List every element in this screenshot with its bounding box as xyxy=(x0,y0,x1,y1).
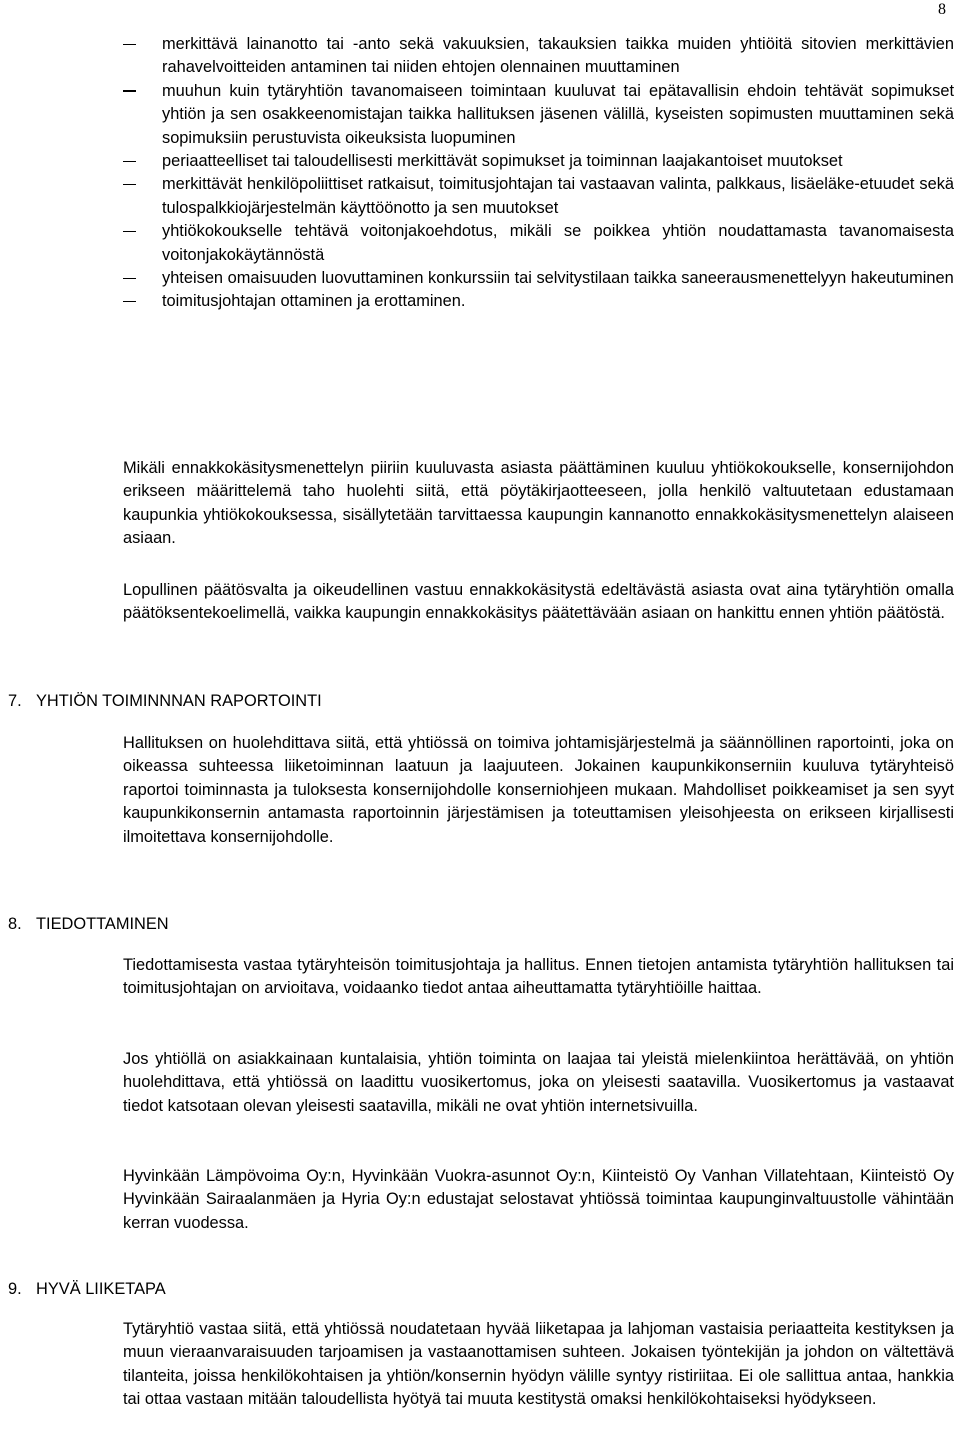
list-item xyxy=(0,150,960,173)
dash-bullet-icon xyxy=(123,278,136,279)
dash-bullet-icon xyxy=(123,44,136,45)
section-heading-7 xyxy=(8,690,322,713)
section-title: TIEDOTTAMINEN xyxy=(36,915,169,933)
dash-bullet-icon xyxy=(123,301,136,302)
section-title: YHTIÖN TOIMINNNAN RAPORTOINTI xyxy=(36,692,322,710)
list-item xyxy=(0,220,960,267)
dash-bullet-icon xyxy=(123,161,136,162)
list-item xyxy=(0,173,960,220)
list-item-text: muuhun kuin tytäryhtiön tavanomaiseen toimintaan kuuluvat tai epätavallisin ehdoin tehtävät sopimukset yhtiön ja sen osakkeenomistajan taikka hallituksen jäsenen välillä, kyseisten sopimusten muuttaminen sekä sopimuksiin perustuvista oikeuksista luopuminen xyxy=(162,81,954,147)
section-number: 9. xyxy=(8,1280,22,1298)
paragraph-shareholder-meeting: Mikäli ennakkokäsitysmenettelyn piiriin kuuluvasta asiasta päättäminen kuuluu yhtiökokoukselle, konsernijohdon erikseen määrittelemä taho huolehti siitä, että pöytäkirjaotteeseen, jolla henkilö valtuutetaan edustamaan kaupunkia yhtiökokouksessa, sisällytetään tarvittaessa kaupungin kannanotto ennakkokäsitysmenettelyn alaiseen asiaan. xyxy=(123,459,954,548)
decision-items-list xyxy=(0,33,960,314)
section-number: 8. xyxy=(8,915,22,933)
paragraph-final-authority: Lopullinen päätösvalta ja oikeudellinen vastuu ennakkokäsitystä edeltävästä asiasta ovat aina tytäryhtiön omalla päätöksentekoelimellä, vaikka kaupungin ennakkokäsitys päätettävään asiaan on hankittu ennen yhtiön päätöstä. xyxy=(123,581,954,623)
list-item xyxy=(0,267,960,290)
list-item xyxy=(0,80,960,150)
section-heading-9 xyxy=(8,1278,166,1301)
list-item-text: yhteisen omaisuuden luovuttaminen konkurssiin tai selvitystilaan taikka saneerausmenettelyyn hakeutuminen xyxy=(162,269,954,288)
paragraph-business-practice: Tytäryhtiö vastaa siitä, että yhtiössä noudatetaan hyvää liiketapaa ja lahjoman vastaisia periaatteita kestityksen ja muun vieraanvaraisuuden tarjoamisen ja vastaanottamisen suhteen. Jokaisen työntekijän ja johdon on vältettävä tilanteita, joissa henkilökohtaisen ja yhtiön/konsernin hyödyn välille syntyy ristiriitaa. Ei ole sallittua antaa, hankkia tai ottaa vastaan mitään taloudellista hyötyä tai muuta kestitystä omaksi henkilökohtaiseksi hyödykseen. xyxy=(123,1320,954,1409)
list-item-text: periaatteelliset tai taloudellisesti merkittävät sopimukset ja toiminnan laajakantoiset muutokset xyxy=(162,152,843,171)
list-item-text: merkittävä lainanotto tai -anto sekä vakuuksien, takauksien taikka muiden yhtiöitä sitovien merkittävien rahavelvoitteiden antaminen tai niiden ehtojen olennainen muuttaminen xyxy=(162,35,954,77)
page-number: 8 xyxy=(938,1,946,18)
paragraph-annual-report: Jos yhtiöllä on asiakkainaan kuntalaisia, yhtiön toiminta on laajaa tai yleistä mielenkiintoa herättävää, on yhtiön huolehdittava, että yhtiössä on laadittu vuosikertomus, joka on yleisesti saatavilla. Vuosikertomus ja vastaavat tiedot katsotaan olevan yleisesti saatavilla, mikäli ne ovat yhtiön internetsivuilla. xyxy=(123,1050,954,1115)
list-item-text: yhtiökokoukselle tehtävä voitonjakoehdotus, mikäli se poikkea yhtiön noudattamasta tavanomaisesta voitonjakokäytännöstä xyxy=(162,222,954,264)
section-heading-8 xyxy=(8,913,169,936)
paragraph-company-representatives: Hyvinkään Lämpövoima Oy:n, Hyvinkään Vuokra-asunnot Oy:n, Kiinteistö Oy Vanhan Villatehtaan, Kiinteistö Oy Hyvinkään Sairaalanmäen ja Hyria Oy:n edustajat selostavat yhtiössä toimintaa kaupunginvaltuustolle vähintään kerran vuodessa. xyxy=(123,1167,954,1232)
list-item-text: merkittävät henkilöpoliittiset ratkaisut, toimitusjohtajan tai vastaavan valinta, palkkaus, lisäeläke-etuudet sekä tulospalkkiojärjestelmän käyttöönotto ja sen muutokset xyxy=(162,175,954,217)
section-number: 7. xyxy=(8,692,22,710)
paragraph-communication: Tiedottamisesta vastaa tytäryhteisön toimitusjohtaja ja hallitus. Ennen tietojen antamista tytäryhtiön hallituksen tai toimitusjohtajan on arvioitava, voidaanko tiedot antaa aiheuttamatta tytäryhtiöille haittaa. xyxy=(123,956,954,998)
dash-bullet-icon xyxy=(123,184,136,185)
section-title: HYVÄ LIIKETAPA xyxy=(36,1280,166,1298)
paragraph-reporting: Hallituksen on huolehdittava siitä, että yhtiössä on toimiva johtamisjärjestelmä ja säännöllinen raportointi, joka on oikeassa suhteessa liiketoiminnan laatuun ja laajuuteen. Jokainen kaupunkikonserniin kuuluva tytäryhteisö raportoi toiminnasta ja tuloksesta konsernijohdolle konserniohjeen mukaan. Mahdolliset poikkeamiset ja sen syyt kaupunkikonsernin antamasta raportoinnin järjestämisen ja toteuttamisen yleisohjeesta on erikseen kirjallisesti ilmoitettava konsernijohdolle. xyxy=(123,734,954,846)
list-item xyxy=(0,290,960,313)
list-item xyxy=(0,33,960,80)
dash-bullet-icon xyxy=(123,231,136,232)
list-item-text: toimitusjohtajan ottaminen ja erottaminen. xyxy=(162,292,466,311)
dash-bullet-icon xyxy=(123,90,136,91)
